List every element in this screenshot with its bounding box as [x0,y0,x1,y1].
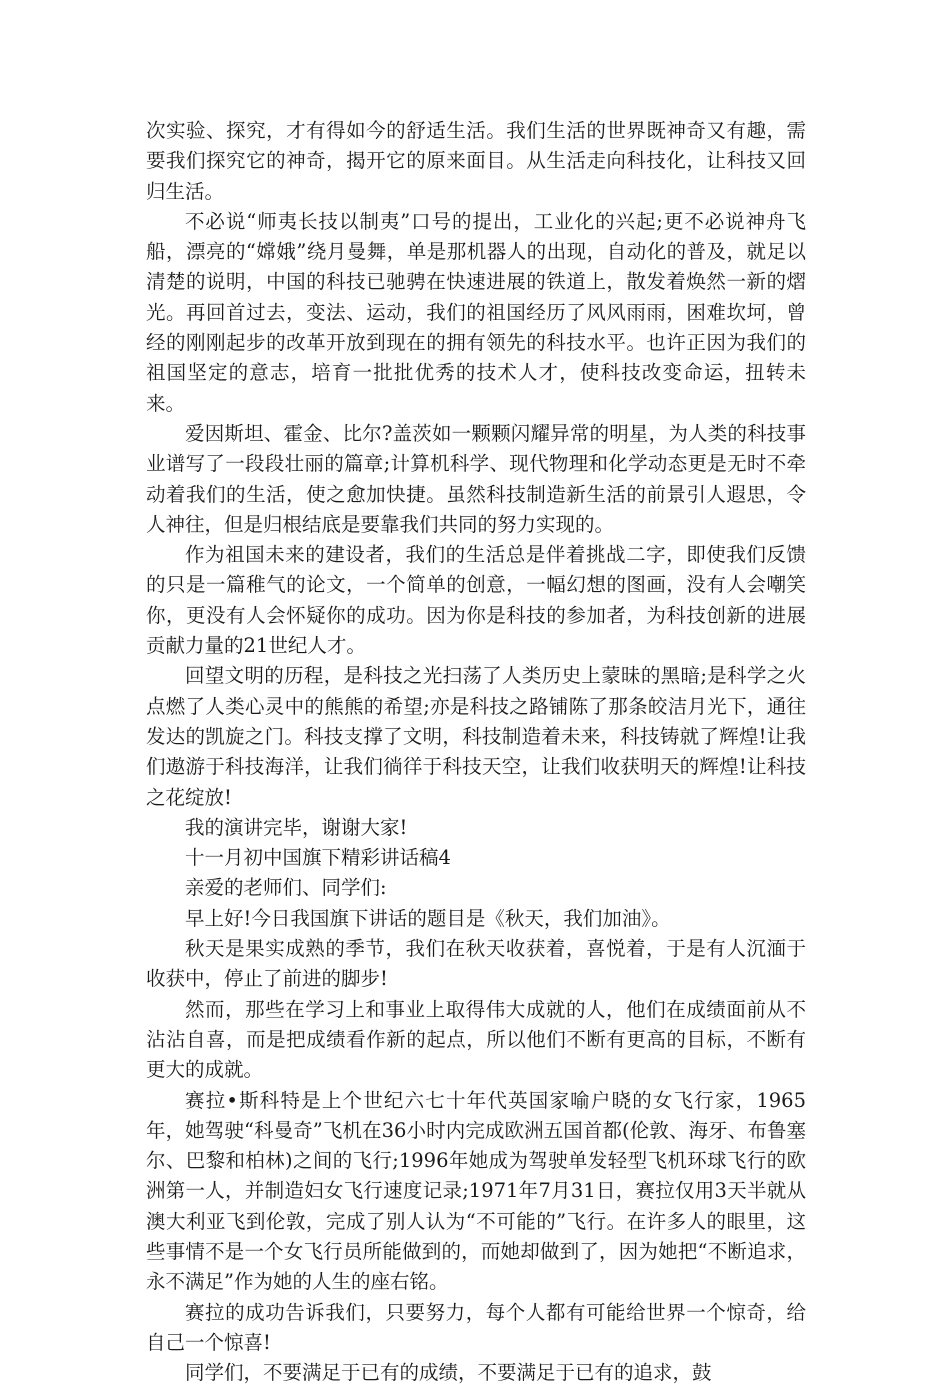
paragraph: 不必说“师夷长技以制夷”口号的提出，工业化的兴起;更不必说神舟飞船，漂亮的“嫦娥”绕月曼舞，单是那机器人的出现，自动化的普及，就足以清楚的说明，中国的科技已驰骋在快速进展的铁道上，散发着焕然一新的熠光。再回首过去，变法、运动，我们的祖国经历了风风雨雨，困难坎坷，曾经的刚刚起步的改革开放到现在的拥有领先的科技水平。也许正因为我们的祖国坚定的意志，培育一批批优秀的技术人才，使科技改变命运，扭转未来。 [146,209,806,415]
paragraph: 然而，那些在学习上和事业上取得伟大成就的人，他们在成绩面前从不沾沾自喜，而是把成绩看作新的起点，所以他们不断有更高的目标，不断有更大的成就。 [146,997,806,1082]
paragraph: 次实验、探究，才有得如今的舒适生活。我们生活的世界既神奇又有趣，需要我们探究它的神奇，揭开它的原来面目。从生活走向科技化，让科技又回归生活。 [146,119,806,203]
salutation: 亲爱的老师们、同学们: [185,876,387,900]
closing-line: 我的演讲完毕，谢谢大家! [185,815,408,839]
paragraph: 赛拉的成功告诉我们，只要努力，每个人都有可能给世界一个惊奇，给自己一个惊喜! [146,1300,806,1354]
paragraph: 爱因斯坦、霍金、比尔?盖茨如一颗颗闪耀异常的明星，为人类的科技事业谱写了一段段壮丽的篇章;计算机科学、现代物理和化学动态更是无时不牵动着我们的生活，使之愈加快捷。虽然科技制造新生活的前景引人遐思，令人神往，但是归根结底是要靠我们共同的努力实现的。 [146,421,806,536]
paragraph: 作为祖国未来的建设者，我们的生活总是伴着挑战二字，即使我们反馈的只是一篇稚气的论文，一个简单的创意，一幅幻想的图画，没有人会嘲笑你，更没有人会怀疑你的成功。因为你是科技的参加者，为科技创新的进展贡献力量的21世纪人才。 [146,543,806,658]
paragraph: 赛拉•斯科特是上个世纪六七十年代英国家喻户晓的女飞行家，1965年，她驾驶“科曼奇”飞机在36小时内完成欧洲五国首都(伦敦、海牙、布鲁塞尔、巴黎和柏林)之间的飞行;1996年她成为驾驶单发轻型飞机环球飞行的欧洲第一人，并制造妇女飞行速度记录;1971年7月31日，赛拉仅用3天半就从澳大利亚飞到伦敦，完成了别人认为“不可能的”飞行。在许多人的眼里，这些事情不是一个女飞行员所能做到的，而她却做到了，因为她把“不断追求，永不满足”作为她的人生的座右铭。 [146,1088,806,1294]
paragraph: 早上好!今日我国旗下讲话的题目是《秋天，我们加油》。 [185,906,671,930]
paragraph: 回望文明的历程，是科技之光扫荡了人类历史上蒙昧的黑暗;是科学之火点燃了人类心灵中的熊熊的希望;亦是科技之路铺陈了那条皎洁月光下，通往发达的凯旋之门。科技支撑了文明，科技制造着未来，科技铸就了辉煌!让我们遨游于科技海洋，让我们徜徉于科技天空，让我们收获明天的辉煌!让科技之花绽放! [146,664,806,809]
document-body [146,116,806,1388]
paragraph: 秋天是果实成熟的季节，我们在秋天收获着，喜悦着，于是有人沉湎于收获中，停止了前进的脚步! [146,937,806,991]
section-heading: 十一月初中国旗下精彩讲话稿4 [185,846,451,870]
paragraph: 同学们，不要满足于已有的成绩，不要满足于已有的追求，鼓 [185,1361,712,1385]
